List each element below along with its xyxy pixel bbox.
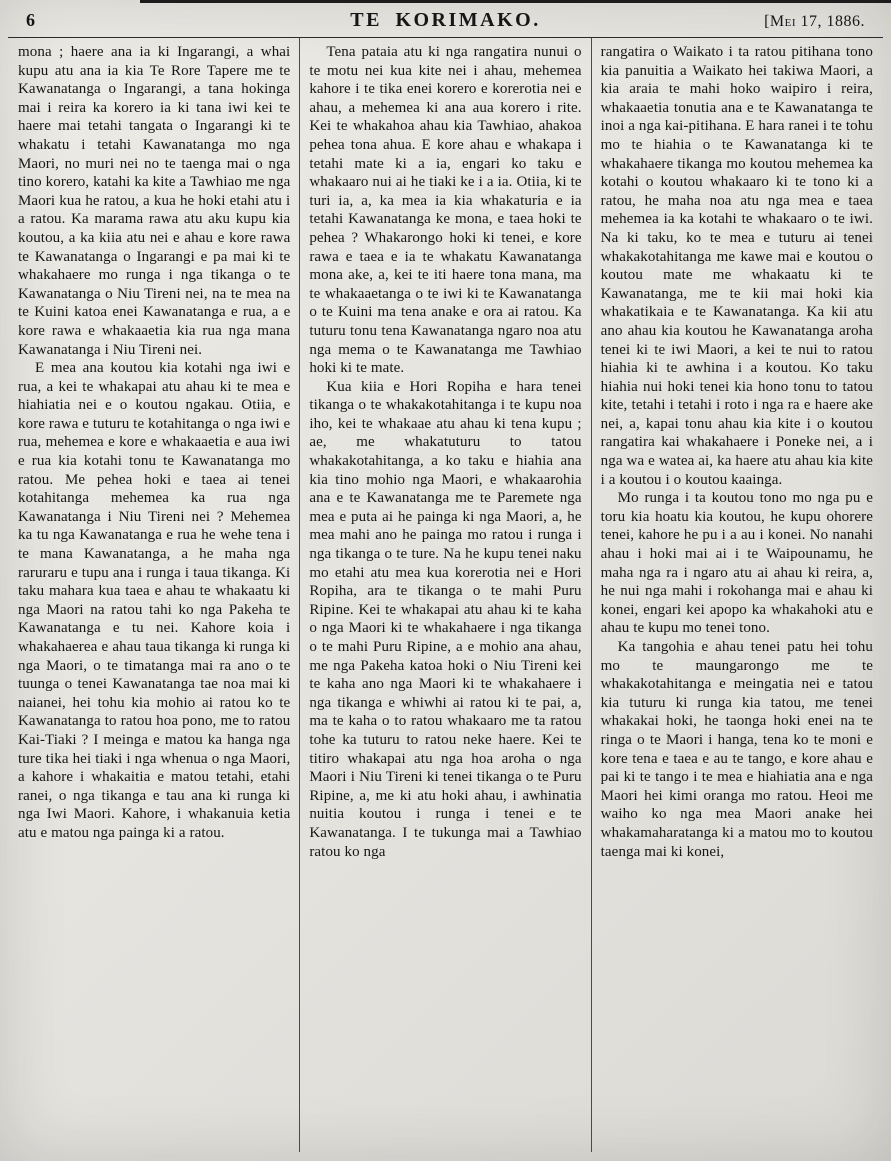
body-paragraph: Tena pataia atu ki nga rangatira nunui o te motu nei kua kite nei i ahau, mehemea kahore i te tika enei korero e korerotia nei e ahau, a mehemea ki ana aua korero i rite. Kei te whakahoa ahau kia Tawhiao, ahakoa pehea tona ahua. E kore ahau e whakapa i tetahi mate ki a ia, engari ko taku e whakaaro nui ai he tiaki ke i a ia. Otiia, ki te turi ia, a, ka mea ia kia whakaturia e ia tetahi Kawanatanga ke mona, e taea hoki te pehea ? Whakarongo hoki ki tenei, e kore rawa e taea e ia te whakatu Kawanatanga mona ake, a, kei te iti haere tona mana, ma te whakaaetanga o te iwi ki te Kawanatanga o te Kuini ma tena anake e ora ai ratou. Ka tuturu tonu tena Kawanatanga ngaro noa atu nga mema o te Kawanatanga me Tawhiao hoki ki te mate. [309,44,582,377]
scan-edge-line [140,0,891,3]
article-columns [0,38,891,1152]
masthead-title: TE KORIMAKO. [350,9,541,31]
column-3 [592,43,882,1152]
issue-date: [Mei 17, 1886. [764,13,865,30]
body-paragraph: Mo runga i ta koutou tono mo nga pu e toru kia hoatu kia koutou, he kupu ohorere tenei, kahore he pu i a au i konei. No nanahi ahau i hoki mai ai i te Waipounamu, he maha nga ra i ngaro atu ai ahau ki reira, a, he nui nga mahi i rokohanga mai e ahau ki konei, engari kei apopo ka whakahoki atu e ahau te kupu mo tenei tono. [600,490,873,637]
page-number: 6 [26,10,35,30]
body-paragraph: rangatira o Waikato i ta ratou pitihana tono kia panuitia a Waikato hei takiwa Maori, a kia araia te mahi hoko waipiro i reira, whakaaetia tonutia ana e te Kawanatanga te inoi a nga kai-pitihana. E hara ranei i te tohu mo te hiahia o te Kawanatanga ki te whakahaere tikanga mo koutou mehemea ka kotahi o koutou whakaaro ki te tono ki a ratou, he maha noa atu nga mea e taea mehemea ia ka kotahi te whakaaro o te iwi. Na ki taku, ko te mea e tuturu ai tenei whakakotahitanga me kawe mai e koutou o koutou mate me whakaatu ki te Kawanatanga, me te kii mai hoki kia whakatikaia e te Kawanatanga. Ka kii atu ano ahau kia koutou he Kawanatanga aroha tenei ki te iwi Maori, a kei te nui to ratou hiahia ki te awhina i a koutou. Ko taku hiahia nui hoki tenei kia hono tonu to tatou kite, tetahi i tetahi i roto i nga ra e haere ake nei, a, kapai tonu ahau kia kite i o koutou rangatira kai whakahaere i Poneke nei, a i nga wa e watea ai, ka haere atu ahau kia kite i a koutou i o koutou kaainga. [600,44,873,488]
column-1 [9,43,299,1152]
body-paragraph: Ka tangohia e ahau tenei patu hei tohu mo te maungarongo me te whakakotahitanga e meingatia nei e tatou kia tuturu ki runga kia tatou, me tenei whakakai hoki, he taonga hoki enei na te ringa o te Maori i hanga, tena ko te moni e kore tena e taea e au te tango, e kore ahau e pai ki te tango i te mea e hiahiatia ana e nga Maori hei kimi oranga mo ratou. Heoi me waiho ko nga mea Maori anake hei whakamaharatanga ki a matou mo to koutou taenga mai ki konei, [600,639,873,860]
page-header [0,0,891,34]
body-paragraph: mona ; haere ana ia ki Ingarangi, a whai kupu atu ana ia kia Te Rore Tapere me te Kawanatanga o Ingarangi, a tana hokinga mai i reira ka korero ia ki tana iwi kei te haere mai tetahi tangata o Ingarangi ki te whakatu i tetahi Kawanatanga mo nga Maori, no muri nei no te taenga mai o nga tino korero, katahi ka kite a Tawhiao me nga Maori kua he ratou, a kua he hoki etahi atu i a ratou. Ka marama rawa atu aku kupu kia koutou, a ka kiia atu nei e ahau e kore rawa te Kawanatanga o Ingarangi e pa mai ki te whakahaere mo runga i nga tikanga o te Kawanatanga o Niu Tireni nei, na te mea na te Kuini katoa enei Kawanatanga e rua, a e kore rawa e whakaaetia kia rua nga mana Kawanatanga i Niu Tireni nei. [18,44,291,358]
body-paragraph: E mea ana koutou kia kotahi nga iwi e rua, a kei te whakapai atu ahau ki te mea e hiahiatia nei e o koutou ngakau. Otiia, e kore rawa e tuturu te kotahitanga o nga iwi e rua, mehemea e kore e whakaaetia e aua iwi e rua kia kotahi tonu te Kawanatanga mo ratou. Me pehea hoki e taea ai tenei kotahitanga mehemea ka rua nga Kawanatanga i Niu Tireni nei ? Mehemea ka tu nga Kawanatanga e rua he wehe tena i te mana Kawanatanga, a he maha nga raruraru e tupu ana i runga i taua tikanga. Ki taku mahara kua taea e ahau te whakaatu ki nga Maori na ratou tahi ko nga Pakeha te Kawanatanga e tu nei. Kahore koia i whakahaerea e ahau taua tikanga ki runga ki nga Maori, o te timatanga mai ra ano o te tuunga o tenei Kawanatanga tae noa mai ki naianei, hei tohu kia mohio ai ratou ko te Kawanatanga to ratou hoa pono, me to ratou Kai-Tiaki ? I meinga e matou ka hanga nga ture tika hei tiaki i nga whenua o nga Maori, a kahore i whakaitia e matou tetahi, etahi ranei, o nga tikanga e tau ana ki runga ki nga Iwi Maori. Kahore, i whakanuia ketia atu e matou nga painga ki a ratou. [18,360,291,841]
body-paragraph: Kua kiia e Hori Ropiha e hara tenei tikanga o te whakakotahitanga i te kupu noa iho, kei te whakaae atu ahau ki tena kupu ; ae, me whakatuturu to tatou whakakotahitanga, a ko taku e hiahia ana kia tino mohio nga Maori, e whakaarohia ana e te Kawanatanga me te Paremete nga mea e puta ai he painga ki nga Maori, a, he mea mahi ano he painga mo ratou i runga i nga tikanga o te ture. Na he kupu tenei naku mo etahi atu mea kua korerotia nei e Hori Ropiha, ara te tikanga o te mahi Puru Ripine. Kei te whakapai atu ahau ki te kaha o nga Maori ki te whakahaere i nga tikanga o te mahi Puru Ripine, a e mohio ana ahau, me nga Pakeha katoa hoki o Niu Tireni kei te kaha ano nga Maori ki te whakahaere i nga tikanga e whiwhi ai ratou ki te pai, a, ma te kaha o to ratou whakaaro me ta ratou tohe ka tuturu to ratou neke haere. Kei te titiro whakapai atu nga hoa aroha o nga Maori i Niu Tireni ki tenei tikanga o te Puru Ripine, a, me ki atu hoki ahau, i awhinatia nuitia koutou i runga i tenei e te Kawanatanga. I te tukunga mai a Tawhiao ratou ko nga [309,378,582,860]
column-2 [300,43,590,1152]
